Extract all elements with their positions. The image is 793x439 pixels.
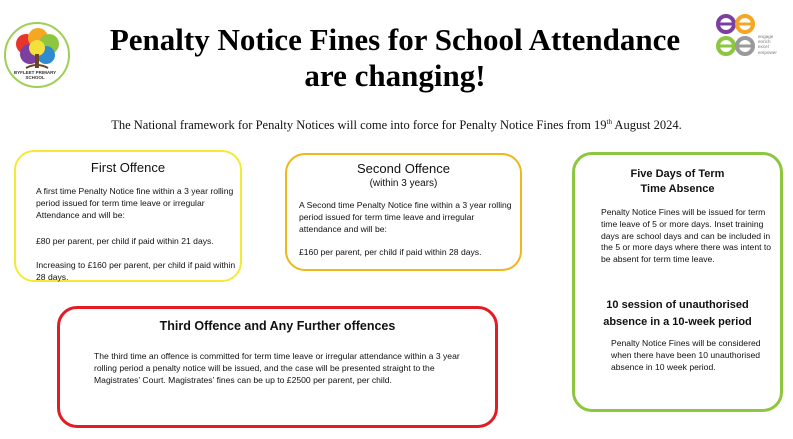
first-offence-fine: £80 per parent, per child if paid within 21 days. xyxy=(36,236,214,246)
school-logo xyxy=(4,22,70,88)
first-offence-heading: First Offence xyxy=(90,160,166,175)
second-offence-heading: Second Offence xyxy=(357,161,450,176)
title-line-2: are changing! xyxy=(304,58,486,93)
partner-word: empower xyxy=(758,49,777,55)
first-offence-description: A first time Penalty Notice fine within a 3 year rolling period issued for term time leave or irregular Attendance and will be: xyxy=(36,186,234,220)
third-offence-box xyxy=(57,306,498,428)
ten-sessions-heading xyxy=(575,297,780,331)
first-offence-increase: Increasing to £160 per parent, per child if paid within 28 days. xyxy=(36,260,236,282)
five-days-heading-line-1: Five Days of Term xyxy=(630,168,725,180)
partner-word: enrich xyxy=(758,39,771,45)
first-offence-box xyxy=(14,150,242,282)
second-offence-box xyxy=(285,153,522,271)
five-days-box xyxy=(572,152,783,412)
third-offence-heading: Third Offence and Any Further offences xyxy=(159,319,396,333)
five-days-description: Penalty Notice Fines will be issued for term time leave of 5 or more days. Inset training days are school days and can be included in the 5 or more days where there was intent to be absent for term time leave. xyxy=(601,207,772,265)
third-offence-description: The third time an offence is committed for term time leave or irregular attendance within a 3 year rolling period a penalty notice will be issued, and the case will be presented straight to the Magistrates’ Court. Magistrates’ fines can be up to £2500 per parent, per child. xyxy=(94,351,460,385)
school-name: BYFLEET PRIMARY SCHOOL xyxy=(13,70,57,80)
intro-sup: th xyxy=(606,118,612,126)
intro-main: The National framework for Penalty Notices will come into force for Penalty Notice Fines from 19 xyxy=(111,118,607,133)
title-line-1: Penalty Notice Fines for School Attendance xyxy=(109,22,681,57)
intro-text xyxy=(0,118,793,133)
ten-sessions-heading-line-1: 10 session of unauthorised xyxy=(606,299,749,311)
ten-sessions-description: Penalty Notice Fines will be considered when there have been 10 unauthorised absence in 10 week period. xyxy=(611,338,761,372)
eeee-logo-icon xyxy=(716,14,756,58)
second-offence-subheading: (within 3 years) xyxy=(369,178,438,189)
five-days-heading-line-2: Time Absence xyxy=(640,183,715,195)
intro-end: August 2024. xyxy=(611,118,682,133)
second-offence-fine: £160 per parent, per child if paid within 28 days. xyxy=(299,247,482,257)
partner-word: engage xyxy=(758,34,774,39)
partner-logo xyxy=(716,14,788,72)
ten-sessions-heading-line-2: absence in a 10-week period xyxy=(603,316,752,328)
second-offence-description: A Second time Penalty Notice fine within a 3 year rolling period issued for term time leave and irregular attendance and will be: xyxy=(299,200,512,234)
page-title xyxy=(70,22,720,94)
five-days-heading xyxy=(575,167,780,197)
partner-word: excel xyxy=(758,44,769,50)
